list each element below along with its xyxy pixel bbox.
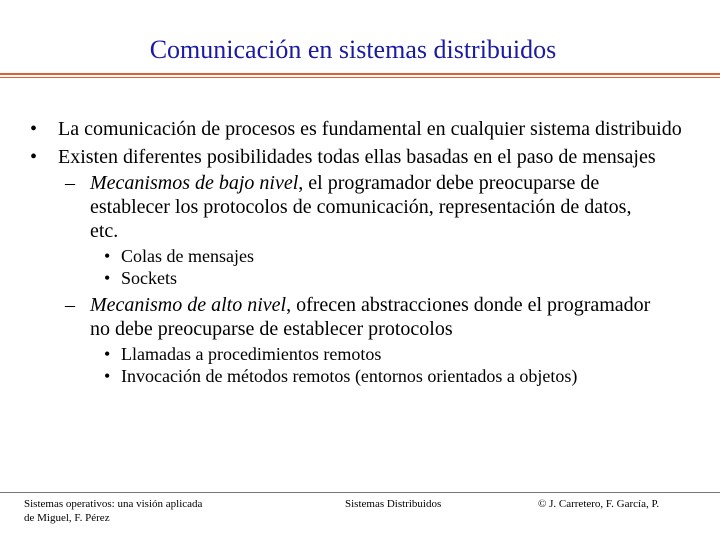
footer-divider (0, 492, 720, 493)
footer-book-authors: de Miguel, F. Pérez (24, 512, 110, 524)
footer-course-title: Sistemas Distribuidos (345, 498, 442, 510)
sub-sub-text: Invocación de métodos remotos (entornos orientados a objetos) (121, 366, 578, 386)
title-divider (0, 73, 720, 78)
bullet-icon: • (30, 146, 38, 168)
slide-title: Comunicación en sistemas distribuidos (149, 35, 557, 64)
sub-bullet-item (0, 171, 690, 289)
sub-sub-text: Llamadas a procedimientos remotos (121, 344, 382, 364)
dot-icon: • (104, 268, 111, 288)
sub-sub-text: Colas de mensajes (121, 246, 254, 266)
footer-book-credit (24, 497, 264, 525)
sub-sub-list (0, 343, 660, 387)
sub-bullet-emphasis: Mecanismo de alto nivel (90, 294, 287, 316)
bullet-text: La comunicación de procesos es fundamental en cualquier sistema distribuido (58, 118, 682, 140)
bullet-item (0, 117, 720, 141)
sub-sub-list (0, 245, 660, 289)
sub-sub-item (0, 245, 660, 267)
dot-icon: • (104, 246, 111, 266)
dash-icon: – (65, 172, 75, 194)
sub-bullet-text: , el programador debe preocuparse de establecer los protocolos de comunicación, representación de datos, etc. (90, 172, 632, 242)
dot-icon: • (104, 344, 111, 364)
footer-copyright: © J. Carretero, F. García, P. (538, 498, 660, 510)
footer-book-title: Sistemas operativos: una visión aplicada (24, 498, 203, 510)
bullet-text: Existen diferentes posibilidades todas ellas basadas en el paso de mensajes (58, 146, 656, 168)
sub-sub-item (0, 343, 660, 365)
bullet-list (0, 117, 720, 391)
dot-icon: • (104, 366, 111, 386)
bullet-item (0, 145, 720, 387)
sub-sub-text: Sockets (121, 268, 177, 288)
bullet-icon: • (30, 118, 38, 140)
sub-bullet-text: , ofrecen abstracciones donde el programador no debe preocuparse de establecer protocolos (90, 294, 651, 340)
sub-sub-item (0, 365, 660, 387)
sub-sub-item (0, 267, 660, 289)
sub-bullet-item (0, 293, 690, 387)
sub-bullet-emphasis: Mecanismos de bajo nivel (90, 172, 299, 194)
dash-icon: – (65, 294, 75, 316)
